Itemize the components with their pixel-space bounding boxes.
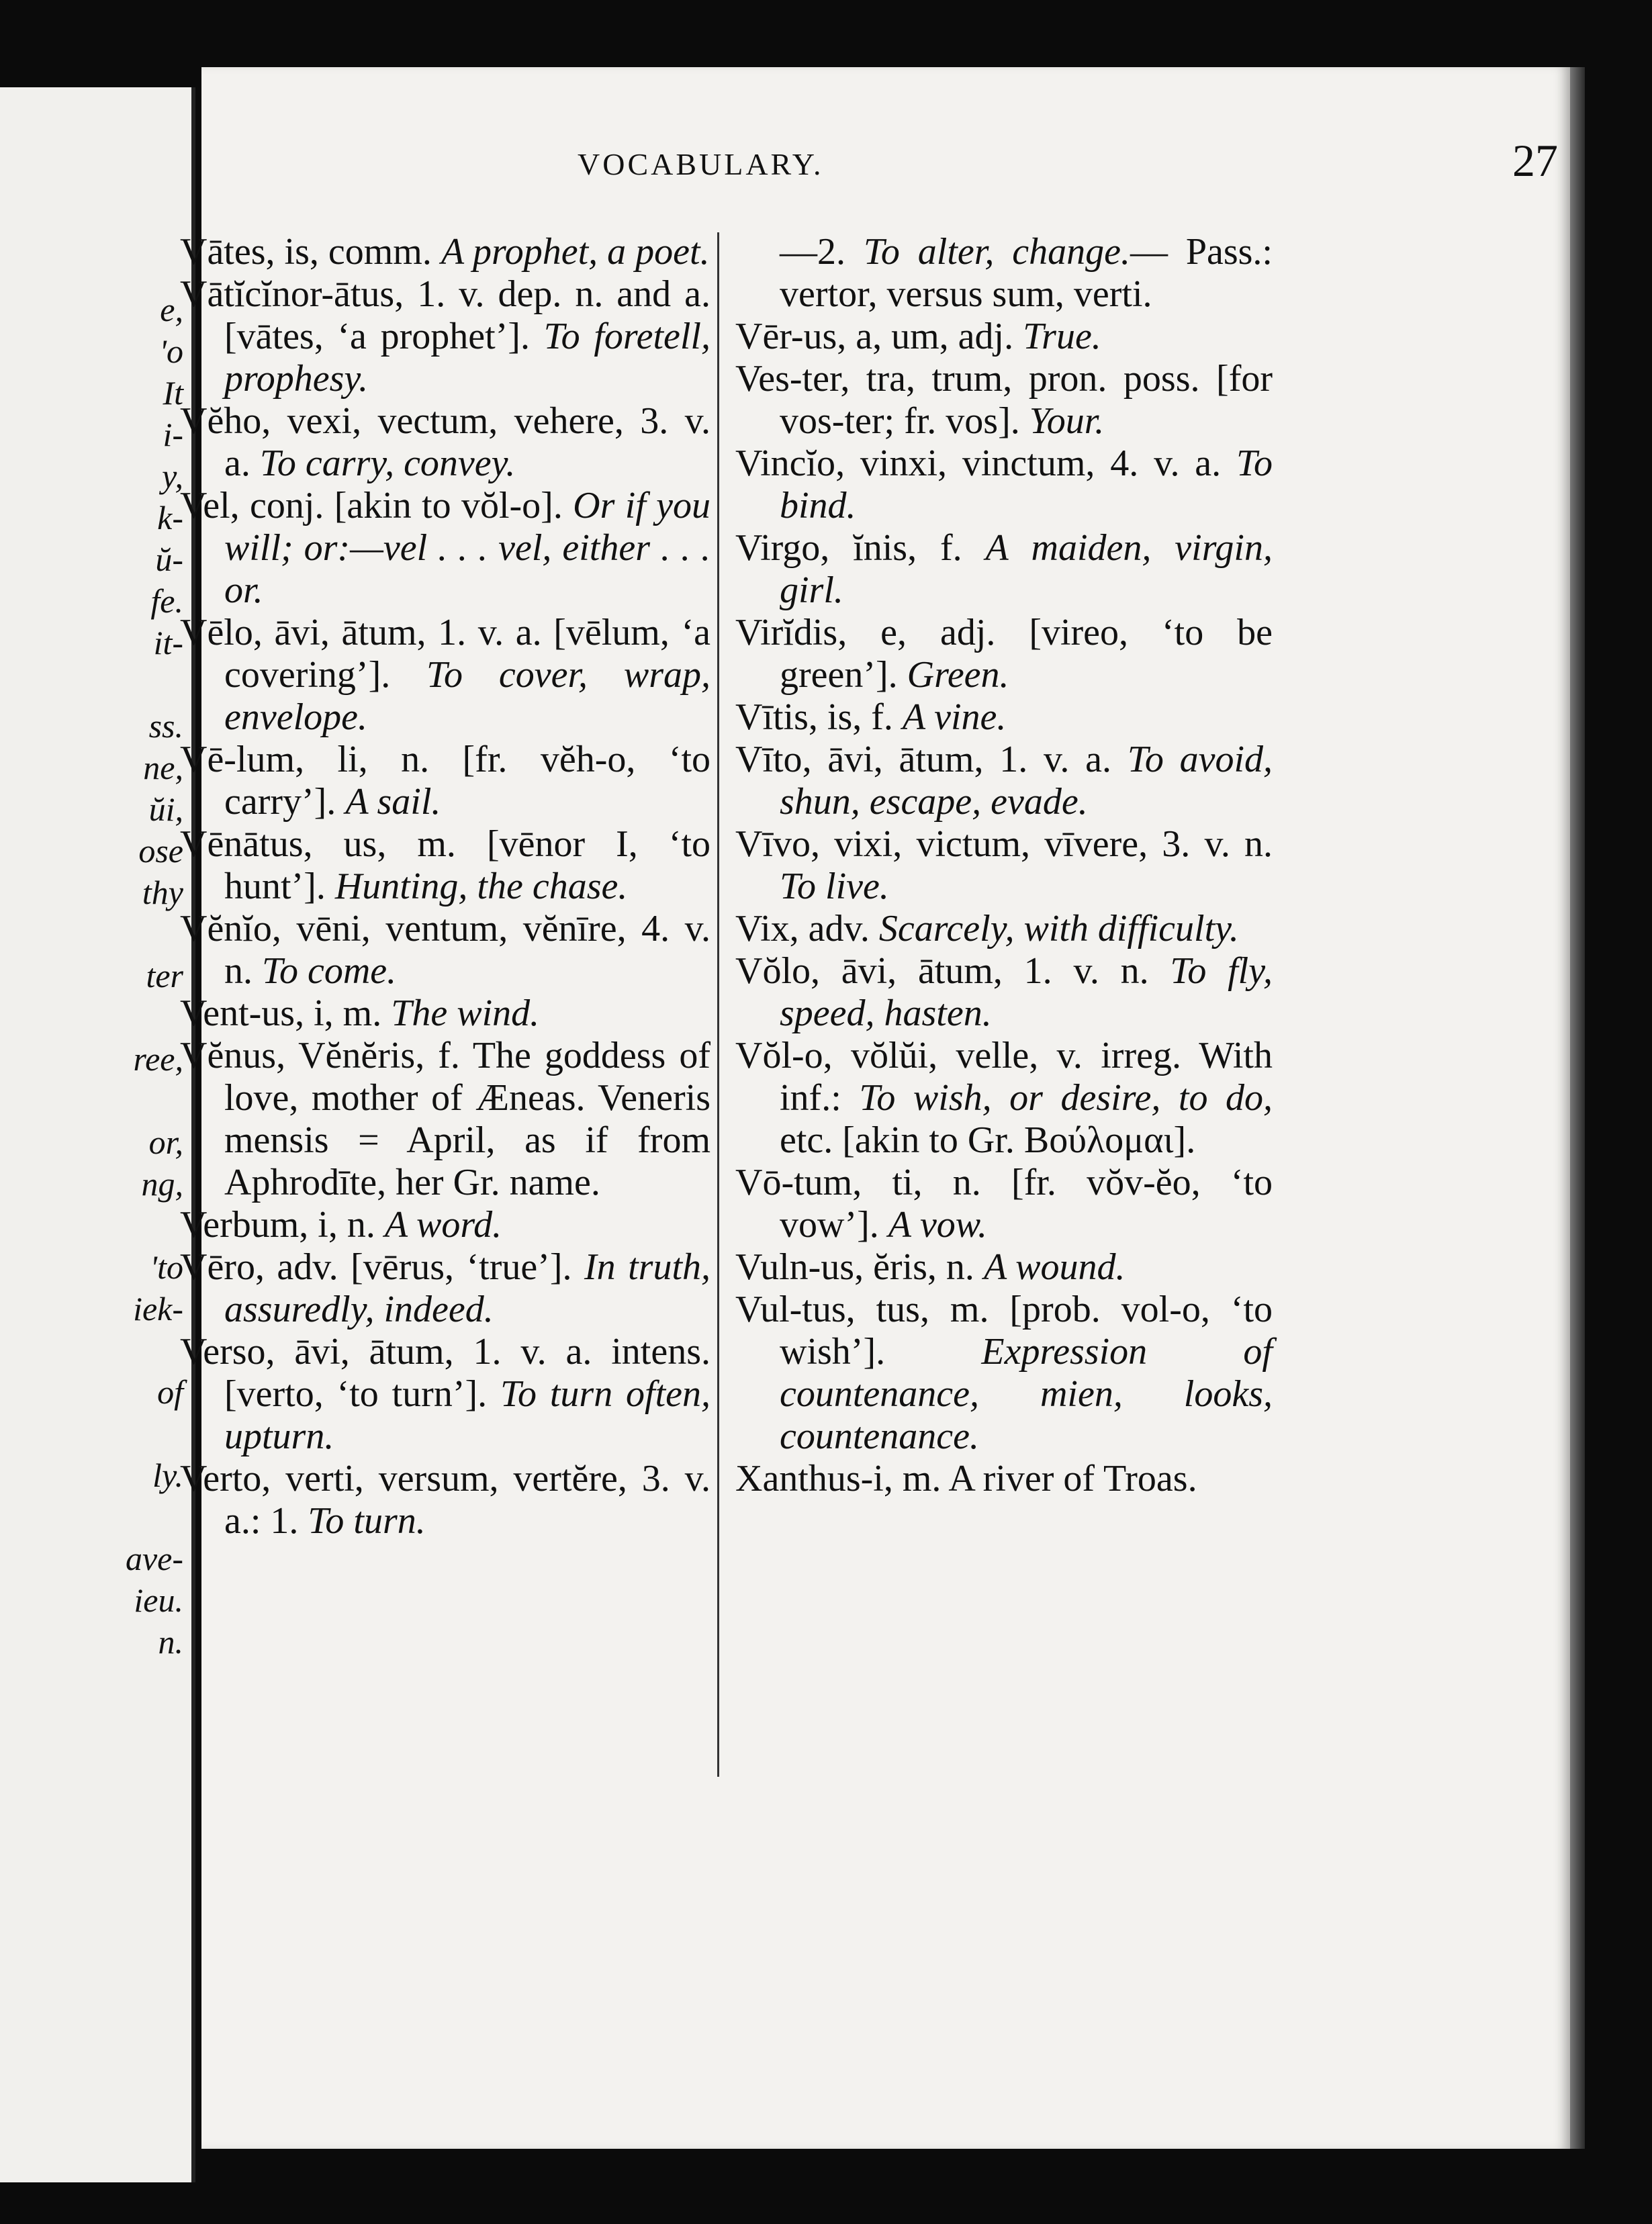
facing-page-text-fragments	[9, 289, 183, 1663]
entry-definition: Green.	[907, 654, 1009, 696]
facing-page-edge	[0, 87, 195, 2182]
entry-definition: To carry, convey.	[259, 443, 516, 484]
vocabulary-entry	[735, 443, 1273, 527]
entry-definition: A wound.	[983, 1246, 1126, 1288]
entry-grammar: —2.	[780, 231, 864, 273]
entry-headword: Vīvo	[735, 823, 811, 865]
entry-grammar: , āvi, ātum, 1. v. a.	[802, 739, 1128, 780]
facing-page-fragment	[9, 1330, 183, 1371]
entry-grammar: , tus, m. [prob. vol-o, ‘to wish’].	[780, 1289, 1273, 1373]
facing-page-fragment: of	[157, 1373, 183, 1411]
vocabulary-entry	[180, 1246, 710, 1331]
entry-grammar: , ĕris, n.	[854, 1246, 984, 1288]
entry-grammar: , conj. [akin to vŏl-o].	[230, 485, 573, 526]
facing-page-fragment	[9, 1205, 183, 1246]
entry-grammar: , vinxi, vinctum, 4. v. a.	[835, 443, 1236, 484]
entry-headword: Vuln-us	[735, 1246, 855, 1288]
entry-grammar: , āvi, ātum, 1. v. a. intens. [verto, ‘to turn’].	[224, 1331, 710, 1415]
facing-page-fragment: it-	[153, 624, 183, 661]
facing-page-fragment: ŭ-	[155, 541, 183, 578]
entry-definition: True.	[1023, 316, 1101, 357]
entry-headword: Vīto	[735, 739, 802, 780]
entry-definition: In truth, assuredly, indeed.	[224, 1246, 711, 1330]
entry-definition: A sail.	[345, 781, 441, 823]
entry-headword: Ves-ter	[735, 358, 841, 400]
vocabulary-entry	[180, 400, 710, 485]
entry-definition: To come.	[262, 950, 397, 992]
facing-page-fragment: ss.	[148, 707, 183, 745]
facing-page-fragment: 'to	[150, 1248, 183, 1286]
entry-grammar: , āvi, ātum, 1. v. n.	[811, 950, 1171, 992]
entry-grammar: , is, f.	[808, 696, 903, 738]
vocabulary-entry	[180, 1035, 710, 1204]
entry-definition: To alter, change.	[863, 231, 1130, 273]
entry-headword: Virgo	[735, 527, 821, 569]
entry-headword: Vŏl-o	[735, 1035, 823, 1076]
entry-grammar: -i, m. A river of Troas.	[860, 1458, 1197, 1499]
entry-definition: To bind.	[780, 443, 1273, 526]
facing-page-fragment: iek-	[133, 1290, 183, 1328]
entry-definition: A vine.	[902, 696, 1007, 738]
vocabulary-entry	[735, 1246, 1273, 1289]
entry-headword: Vē-lum	[180, 739, 295, 780]
vocabulary-entry	[735, 358, 1273, 443]
vocabulary-entry	[180, 485, 710, 612]
vocabulary-entry	[180, 273, 710, 400]
entry-headword: Xanthus	[735, 1458, 861, 1499]
entry-headword: Vēlo	[180, 612, 253, 653]
vocabulary-entry	[180, 1331, 710, 1458]
entry-headword: Vĕho	[180, 400, 262, 442]
vocabulary-entry	[735, 739, 1273, 823]
entry-grammar: , e, adj. [vireo, ‘to be green’].	[780, 612, 1273, 696]
vocabulary-entry	[735, 612, 1273, 696]
entry-definition: To fly, speed, hasten.	[780, 950, 1273, 1034]
facing-page-fragment	[9, 1413, 183, 1454]
entry-definition: A vow.	[888, 1204, 987, 1246]
entry-grammar: , us, m. [vēnor I, ‘to hunt’].	[224, 823, 710, 907]
vocabulary-entry	[180, 612, 710, 739]
entry-definition: Scarcely, with difficulty.	[878, 908, 1239, 949]
page-edge-shadow	[1570, 67, 1585, 2149]
facing-page-fragment: k-	[157, 499, 183, 537]
entry-headword: Vēnātus	[180, 823, 304, 865]
entry-headword: Verto	[180, 1458, 262, 1499]
facing-page-fragment: 'o	[159, 332, 183, 370]
entry-grammar: , Vĕnĕris, f. The goddess of love, mother of Æneas. Veneris mensis = April, as if from Aphrodīte, her Gr. name.	[224, 1035, 710, 1203]
vocabulary-entry	[735, 908, 1273, 950]
facing-page-fragment: n.	[158, 1623, 183, 1661]
vocabulary-entry	[180, 1458, 710, 1542]
entry-grammar: , ti, n. [fr. vŏv-ĕo, ‘to vow’].	[780, 1162, 1273, 1246]
entry-continuation: etc. [akin to Gr. Βούλομαι].	[780, 1119, 1196, 1161]
facing-page-fragment	[9, 1496, 183, 1538]
facing-page-fragment: or,	[148, 1123, 183, 1161]
entry-headword: Virĭdis	[735, 612, 838, 653]
entry-headword: Vĕnĭo	[180, 908, 272, 949]
facing-page-fragment	[9, 1080, 183, 1121]
vocabulary-entry	[735, 316, 1273, 358]
vocabulary-entry	[735, 1162, 1273, 1246]
entry-grammar: , tra, trum, pron. poss. [for vos-ter; fr. vos].	[780, 358, 1273, 442]
vocabulary-entry	[735, 1035, 1273, 1162]
facing-page-fragment: ose	[138, 832, 183, 870]
facing-page-fragment: ne,	[143, 749, 183, 786]
vocabulary-entry	[180, 231, 710, 273]
entry-headword: Verso	[180, 1331, 266, 1373]
vocabulary-entry	[180, 823, 710, 908]
facing-page-fragment: e,	[160, 291, 183, 328]
entry-headword: Verbum	[180, 1204, 300, 1246]
entry-grammar: , vexi, vectum, vehere, 3. v. a.	[224, 400, 710, 484]
entry-definition: To wish, or desire, to do,	[859, 1077, 1273, 1119]
entry-grammar: , ĭnis, f.	[820, 527, 986, 569]
entry-definition: To avoid, shun, escape, evade.	[780, 739, 1273, 823]
facing-page-fragment: i-	[163, 416, 183, 453]
entry-definition: Hunting, the chase.	[334, 866, 628, 907]
vocabulary-entry	[735, 1458, 1273, 1500]
entry-definition: To turn often, upturn.	[224, 1373, 711, 1457]
page-number: 27	[1512, 135, 1558, 186]
vocabulary-entry	[180, 908, 710, 992]
entry-headword: Vincĭo	[735, 443, 836, 484]
vocabulary-entry	[735, 950, 1273, 1035]
entry-grammar: , āvi, ātum, 1. v. a. [vēlum, ‘a covering’].	[224, 612, 710, 696]
vocabulary-entry	[180, 739, 710, 823]
facing-page-fragment: ter	[146, 957, 183, 994]
entry-grammar: , li, n. [fr. vĕh-o, ‘to carry’].	[224, 739, 710, 823]
entry-grammar: , verti, versum, vertĕre, 3. v. a.: 1.	[224, 1458, 710, 1542]
vocabulary-entry	[735, 1289, 1273, 1458]
entry-definition: To foretell, prophesy.	[224, 316, 710, 400]
entry-headword: Vel	[180, 485, 230, 526]
entry-definition: A word.	[384, 1204, 502, 1246]
column-divider	[717, 232, 719, 1777]
entry-grammar: , adv. [vērus, ‘true’].	[255, 1246, 584, 1288]
facing-page-fragment: ŭi,	[148, 790, 183, 828]
vocabulary-entry	[180, 992, 710, 1035]
facing-page-fragment: y,	[162, 457, 183, 495]
entry-definition: The wind.	[391, 992, 540, 1034]
entry-headword: Vix	[735, 908, 790, 949]
vocabulary-entry	[735, 527, 1273, 612]
entry-definition: To live.	[780, 866, 889, 907]
entry-definition: Or if you will; or:—vel . . . vel, either . . . or.	[224, 485, 711, 611]
vocabulary-column-left	[180, 231, 710, 1542]
entry-definition: Your.	[1029, 400, 1105, 442]
entry-headword: Vēr-us	[735, 316, 837, 357]
entry-definition: To cover, wrap, envelope.	[224, 654, 710, 738]
facing-page-fragment: ng,	[141, 1165, 183, 1203]
entry-grammar: , i, m.	[295, 992, 392, 1034]
entry-grammar: , i, n.	[299, 1204, 385, 1246]
vocabulary-entry	[180, 1204, 710, 1246]
entry-grammar: , vixi, victum, vīvere, 3. v. n.	[811, 823, 1273, 865]
entry-definition: A prophet, a poet.	[441, 231, 710, 273]
entry-headword: Vŏlo	[735, 950, 811, 992]
entry-headword: Vītis	[735, 696, 809, 738]
vocabulary-entry	[735, 696, 1273, 739]
entry-headword: Vēro	[180, 1246, 255, 1288]
vocabulary-entry	[735, 231, 1273, 316]
entry-headword: Vent-us	[180, 992, 295, 1034]
facing-page-fragment: ree,	[133, 1040, 183, 1078]
facing-page-fragment	[9, 663, 183, 705]
facing-page-fragment: ly.	[152, 1456, 183, 1494]
entry-headword: Vĕnus	[180, 1035, 277, 1076]
running-head: VOCABULARY.	[578, 147, 824, 181]
vocabulary-entry	[735, 823, 1273, 908]
facing-page-fragment: thy	[142, 874, 183, 911]
entry-grammar: , is, comm.	[265, 231, 441, 273]
entry-grammar: , a, um, adj.	[837, 316, 1023, 357]
facing-page-fragment	[9, 997, 183, 1038]
entry-grammar: , vēni, ventum, vĕnīre, 4. v. n.	[224, 908, 710, 992]
facing-page-fragment: ave-	[125, 1540, 183, 1577]
entry-headword: Vātes	[180, 231, 266, 273]
entry-continuation: — Pass.: vertor, versus sum, verti.	[780, 231, 1273, 315]
entry-headword: Vul-tus	[735, 1289, 846, 1330]
entry-grammar: -ātus, 1. v. dep. n. and a. [vātes, ‘a prophet’].	[224, 273, 710, 357]
entry-grammar: , adv.	[789, 908, 879, 949]
facing-page-fragment: It	[163, 374, 183, 412]
entry-definition: A maiden, virgin, girl.	[780, 527, 1273, 611]
entry-definition: To turn.	[308, 1500, 426, 1542]
entry-definition: Expression of countenance, mien, looks, countenance.	[780, 1331, 1273, 1457]
entry-headword: Vātĭcĭnor	[180, 273, 322, 315]
facing-page-fragment	[9, 913, 183, 955]
entry-grammar: , vŏlŭi, velle, v. irreg. With inf.:	[780, 1035, 1273, 1119]
vocabulary-column-right	[735, 231, 1273, 1500]
facing-page-fragment: ieu.	[134, 1581, 183, 1619]
entry-headword: Vō-tum	[735, 1162, 853, 1203]
facing-page-fragment: fe.	[150, 582, 183, 620]
